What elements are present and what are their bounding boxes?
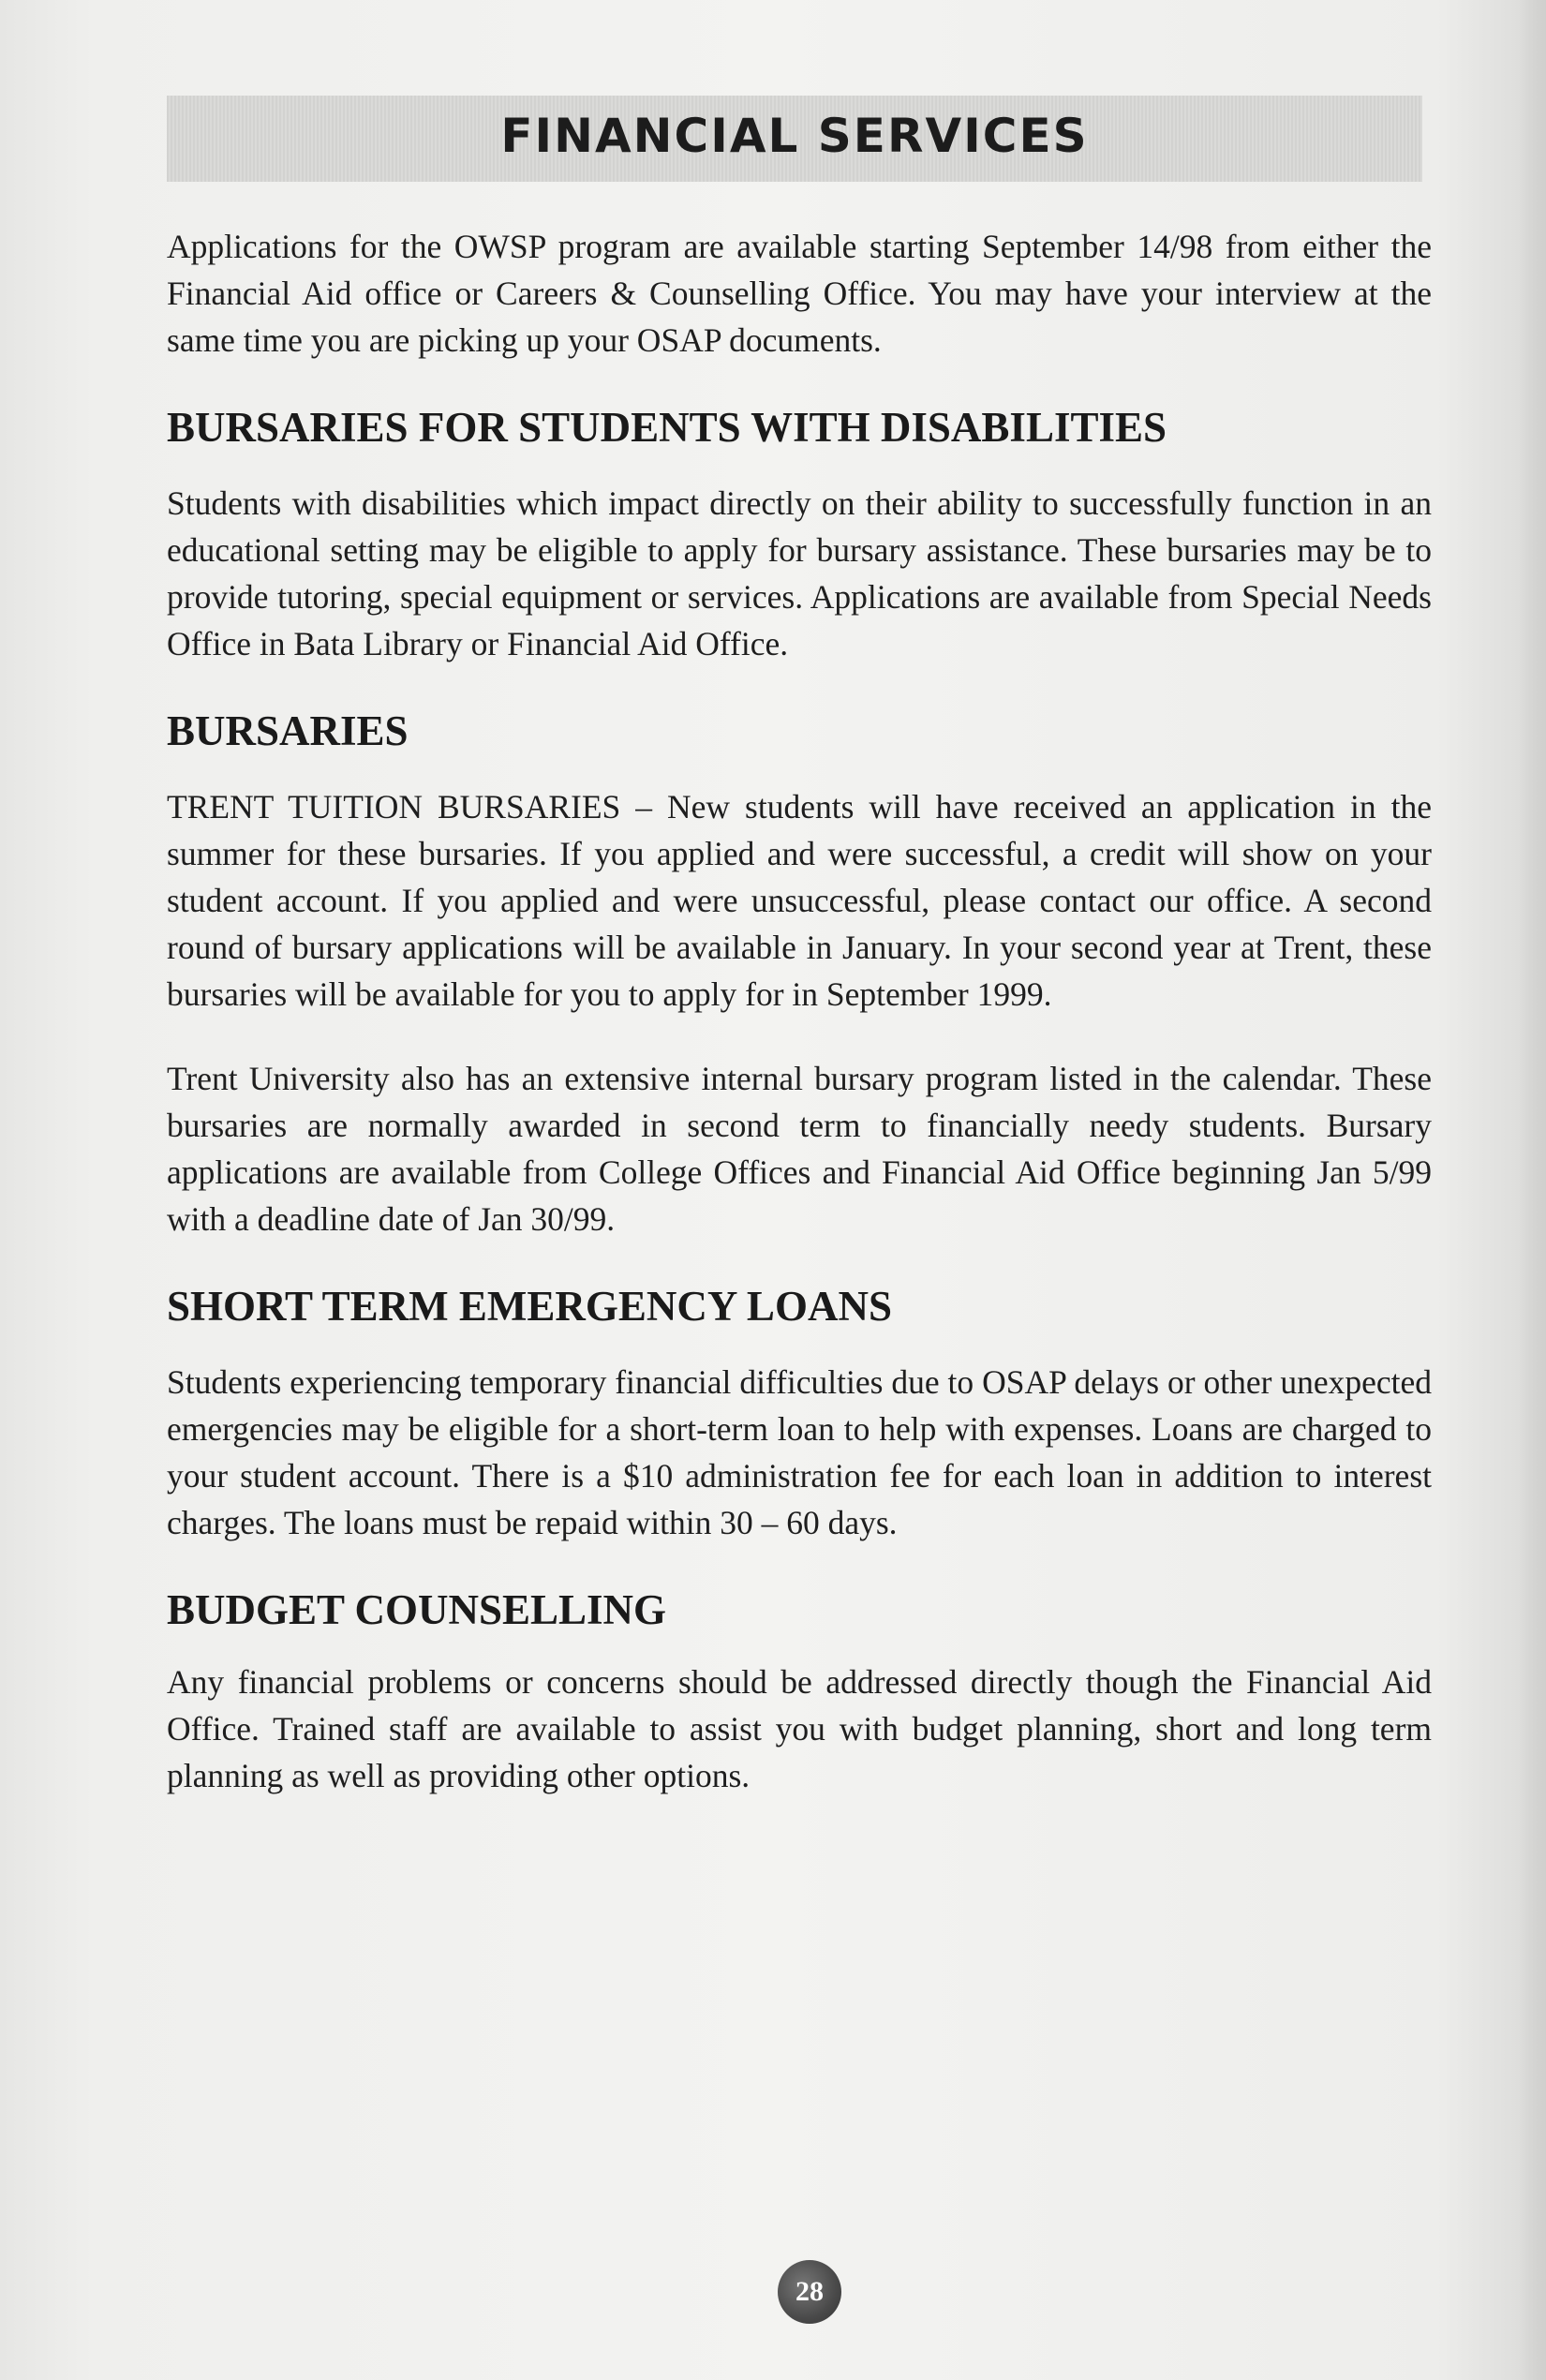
section-paragraph-disabilities: Students with disabilities which impact directly on their ability to successfully function in an educational setting may be eligible to apply for bursary assistance. These bursaries may be to provide tutoring, special equipment or services. Applications are available from Special Needs Office in Bata Library or Financial Aid Office. (167, 484, 1432, 662)
section-heading-disabilities: BURSARIES FOR STUDENTS WITH DISABILITIES (167, 404, 1167, 451)
section-heading-emergency-loans: SHORT TERM EMERGENCY LOANS (167, 1283, 892, 1330)
main-content (167, 223, 1432, 1799)
page-edge-shadow (1518, 0, 1546, 2380)
page-title: FINANCIAL SERVICES (500, 109, 1089, 163)
section-heading-bursaries: BURSARIES (167, 707, 409, 754)
intro-paragraph: Applications for the OWSP program are available starting September 14/98 from either the Financial Aid office or Careers & Counselling Office. You may have your interview at the same time you are picking up your OSAP documents. (167, 228, 1432, 359)
header-band (167, 96, 1422, 182)
section-paragraph-emergency-loans: Students experiencing temporary financial difficulties due to OSAP delays or other unexpected emergencies may be eligible for a short-term loan to help with expenses. Loans are charged to your student account. There is a $10 administration fee for each loan in addition to interest charges. The loans must be repaid within 30 – 60 days. (167, 1363, 1432, 1541)
section-paragraph-trent-tuition: TRENT TUITION BURSARIES – New students will have received an application in the summer for these bursaries. If you applied and were successful, a credit will show on your student account. If you applied and were unsuccessful, please contact our office. A second round of bursary applications will be available in January. In your second year at Trent, these bursaries will be available for you to apply for in September 1999. (167, 788, 1432, 1013)
section-heading-budget-counselling: BUDGET COUNSELLING (167, 1586, 667, 1633)
section-paragraph-internal-bursary: Trent University also has an extensive internal bursary program listed in the calendar. These bursaries are normally awarded in second term to financially needy students. Bursary applications are available from College Offices and Financial Aid Office beginning Jan 5/99 with a deadline date of Jan 30/99. (167, 1060, 1432, 1238)
section-paragraph-budget-counselling: Any financial problems or concerns should be addressed directly though the Financial Aid Office. Trained staff are available to assist you with budget planning, short and long term planning as well as providing other options. (167, 1663, 1432, 1794)
page-number-badge: 28 (778, 2260, 841, 2324)
